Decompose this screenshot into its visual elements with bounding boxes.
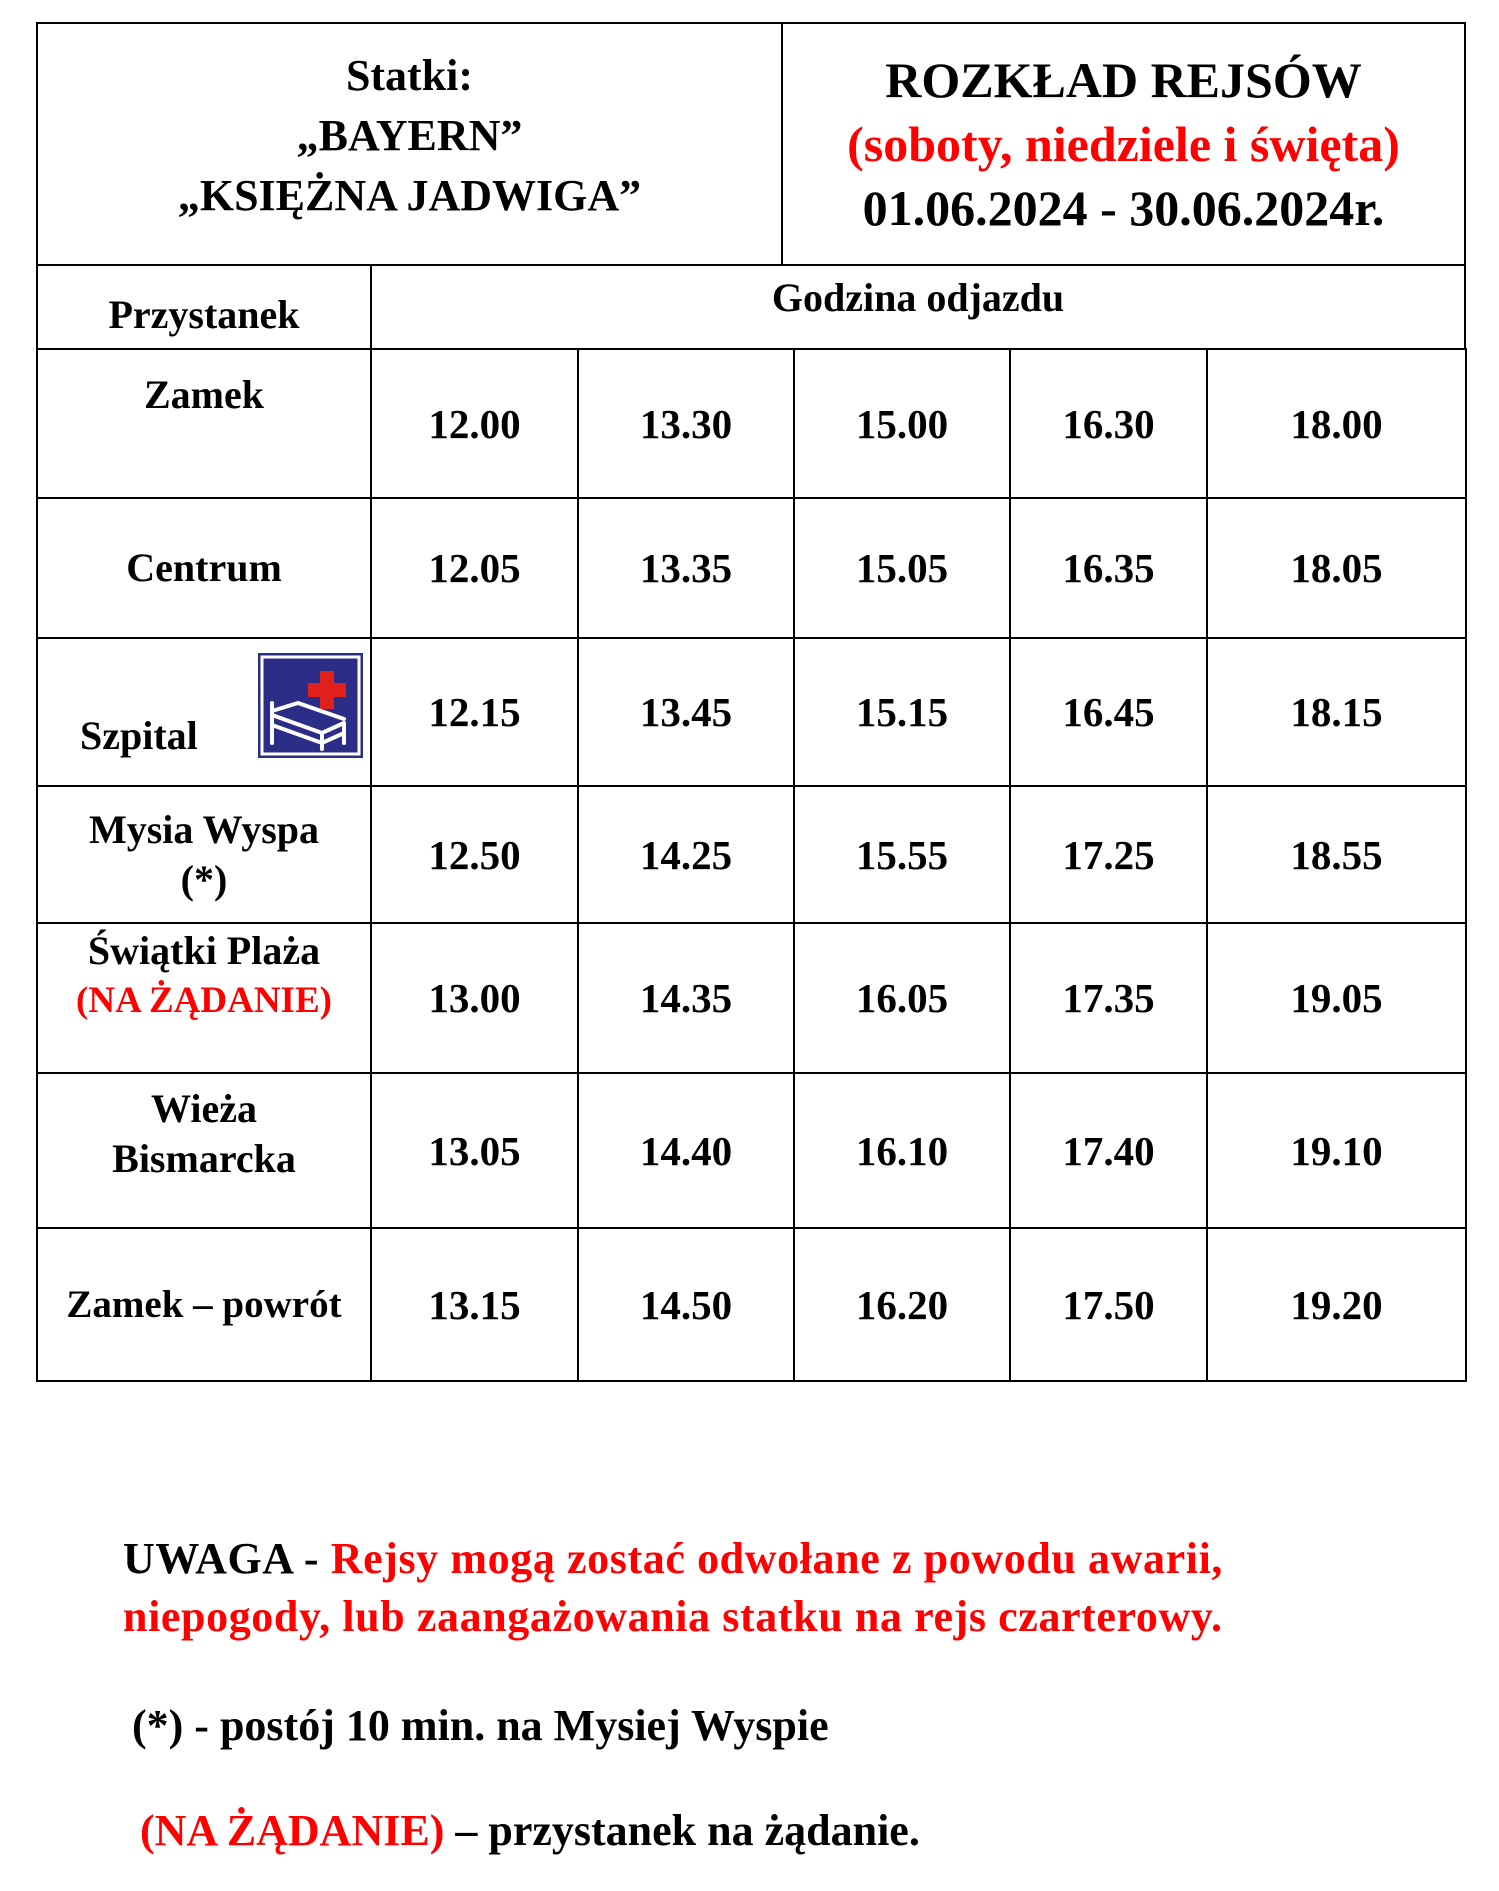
stop-name: Wieża: [151, 1086, 257, 1131]
table-row: [37, 638, 1466, 786]
departure-time: 15.55: [794, 786, 1010, 923]
departure-time: 19.10: [1207, 1073, 1466, 1228]
on-request-note: (NA ŻĄDANIE): [76, 980, 332, 1021]
departure-time: 13.05: [371, 1073, 578, 1228]
departure-time: 13.15: [371, 1228, 578, 1381]
departure-time: 15.00: [794, 349, 1010, 498]
stop-name: Zamek: [37, 349, 371, 498]
schedule-days: (soboty, niedziele i święta): [847, 116, 1400, 172]
departure-time: 18.15: [1207, 638, 1466, 786]
departure-time: 14.40: [578, 1073, 794, 1228]
departure-time: 14.25: [578, 786, 794, 923]
departure-time: 16.20: [794, 1228, 1010, 1381]
cancellation-warning: [123, 1530, 1383, 1646]
departure-time: 17.50: [1010, 1228, 1207, 1381]
warning-label: UWAGA -: [123, 1534, 331, 1583]
departure-time: 18.00: [1207, 349, 1466, 498]
departure-time: 19.20: [1207, 1228, 1466, 1381]
schedule-header: [36, 22, 1466, 266]
departure-time: 13.30: [578, 349, 794, 498]
departure-time: 17.35: [1010, 923, 1207, 1073]
stop-note: (*): [180, 856, 228, 902]
departure-time: 12.05: [371, 498, 578, 638]
departure-time: 14.35: [578, 923, 794, 1073]
stop-name: Centrum: [37, 498, 371, 638]
departure-time: 18.05: [1207, 498, 1466, 638]
column-header-row: [36, 264, 1466, 350]
stopover-footnote: (*) - postój 10 min. na Mysiej Wyspie: [132, 1701, 829, 1750]
column-header-departure: Godzina odjazdu: [771, 275, 1065, 320]
ships-label: Statki:: [345, 51, 474, 100]
schedule-title-block: [783, 24, 1464, 270]
ship-name-bayern: „BAYERN”: [296, 111, 523, 160]
on-request-label: (NA ŻĄDANIE): [140, 1806, 445, 1855]
table-row: [37, 349, 1466, 498]
departure-time: 13.00: [371, 923, 578, 1073]
schedule-title: ROZKŁAD REJSÓW: [885, 52, 1362, 108]
stop-name: Mysia Wyspa: [88, 806, 320, 852]
column-header-stop: Przystanek: [38, 264, 372, 348]
table-row: [37, 498, 1466, 638]
timetable: [36, 348, 1467, 1382]
departure-time: 12.50: [371, 786, 578, 923]
on-request-legend: [140, 1805, 920, 1856]
stop-name: Szpital: [80, 713, 198, 758]
departure-time: 13.45: [578, 638, 794, 786]
departure-time: 15.05: [794, 498, 1010, 638]
departure-time: 13.35: [578, 498, 794, 638]
departure-time: 17.40: [1010, 1073, 1207, 1228]
table-row: [37, 1228, 1466, 1381]
stop-cell-szpital: [37, 638, 371, 786]
on-request-text: – przystanek na żądanie.: [444, 1806, 920, 1855]
departure-time: 16.30: [1010, 349, 1207, 498]
departure-time: 16.45: [1010, 638, 1207, 786]
stop-cell-mysia-wyspa: [37, 786, 371, 923]
table-row: [37, 786, 1466, 923]
ship-name-ksiezna-jadwiga: „KSIĘŻNA JADWIGA”: [177, 171, 642, 220]
departure-time: 12.15: [371, 638, 578, 786]
departure-time: 19.05: [1207, 923, 1466, 1073]
stop-cell-wieza-bismarcka: [37, 1073, 371, 1228]
departure-time: 18.55: [1207, 786, 1466, 923]
departure-time: 17.25: [1010, 786, 1207, 923]
stop-name: Zamek – powrót: [37, 1228, 371, 1381]
stop-name: Świątki Plaża: [87, 928, 321, 973]
departure-time: 16.05: [794, 923, 1010, 1073]
stop-name-line2: Bismarcka: [112, 1136, 296, 1181]
table-row: [37, 1073, 1466, 1228]
departure-time: 14.50: [578, 1228, 794, 1381]
departure-time: 15.15: [794, 638, 1010, 786]
departure-time: 16.10: [794, 1073, 1010, 1228]
table-row: [37, 923, 1466, 1073]
ships-block: [38, 24, 783, 264]
departure-time: 16.35: [1010, 498, 1207, 638]
stop-cell-swiatki-plaza: [37, 923, 371, 1073]
hospital-bed-sign-icon: [258, 653, 363, 758]
date-range: 01.06.2024 - 30.06.2024r.: [862, 180, 1385, 236]
departure-time: 12.00: [371, 349, 578, 498]
warning-text: Rejsy mogą zostać odwołane z powodu awarii, niepogody, lub zaangażowania statku na rejs czarterowy.: [123, 1534, 1224, 1641]
